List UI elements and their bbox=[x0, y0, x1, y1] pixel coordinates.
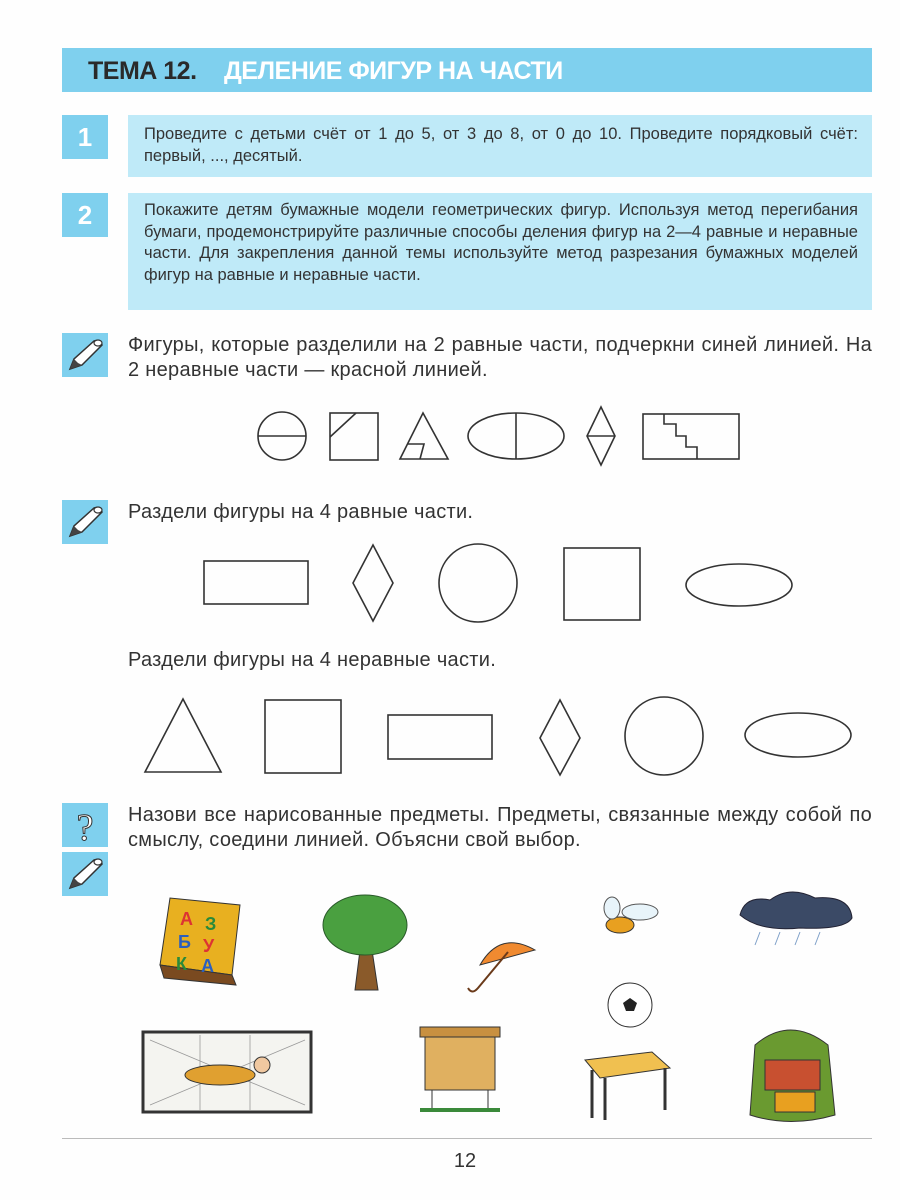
pencil-icon bbox=[62, 333, 108, 377]
topic-title: ДЕЛЕНИЕ ФИГУР НА ЧАСТИ bbox=[224, 57, 563, 85]
soccer-ball-picture bbox=[608, 983, 652, 1027]
teacher-task-2: Покажите детям бумажные модели геометрических фигур. Используя метод перегибания бумаги, продемонстрируйте различные способы деления фигур на 2—4 равные и неравные части. Для закрепления данной темы используйте метод разрезания бумажных моделей фигур на равные и неравные части. bbox=[128, 193, 872, 310]
topic-label: ТЕМА 12. bbox=[88, 57, 197, 85]
svg-text:Б: Б bbox=[178, 932, 191, 952]
square-shape bbox=[564, 548, 640, 620]
goal-with-goalkeeper-picture bbox=[143, 1032, 311, 1112]
rhombus-shape bbox=[353, 545, 393, 621]
square-shape bbox=[265, 700, 341, 773]
beehive-picture bbox=[420, 1027, 500, 1110]
pencil-icon bbox=[62, 852, 108, 896]
exercise-2-text: Раздели фигуры на 4 равные части. bbox=[128, 501, 474, 523]
rhombus-halved-shape bbox=[587, 407, 615, 465]
ellipse-shape bbox=[686, 564, 792, 606]
rectangle-shape bbox=[204, 561, 308, 604]
exercise-1-text: Фигуры, которые разделили на 2 равные части, подчеркни синей линией. На 2 неравные части — красной линией. bbox=[128, 334, 872, 381]
exercise-4-text: Назови все нарисованные предметы. Предметы, связанные между собой по смыслу, соедини линией. Объясни свой выбор. bbox=[128, 804, 872, 851]
backpack-picture bbox=[750, 1030, 835, 1122]
book-picture bbox=[160, 898, 240, 985]
svg-text:З: З bbox=[205, 914, 217, 934]
tree-picture bbox=[323, 895, 407, 990]
rhombus-shape bbox=[540, 700, 580, 775]
footer-divider bbox=[62, 1138, 872, 1139]
teacher-task-1: Проведите с детьми счёт от 1 до 5, от 3 до 8, от 0 до 10. Проведите порядковый счёт: первый, ..., десятый. bbox=[128, 115, 872, 177]
task-number-1: 1 bbox=[62, 115, 108, 159]
task-number-2: 2 bbox=[62, 193, 108, 237]
svg-text:А: А bbox=[180, 909, 193, 929]
circle-shape bbox=[625, 697, 703, 775]
triangle-with-part-shape bbox=[400, 413, 448, 459]
circle-halved-shape bbox=[258, 412, 306, 460]
circle-shape bbox=[439, 544, 517, 622]
svg-text:У: У bbox=[203, 936, 215, 956]
triangle-shape bbox=[145, 699, 221, 772]
square-corner-cut-shape bbox=[330, 413, 378, 460]
ellipse-halved-shape bbox=[468, 413, 564, 459]
page-number: 12 bbox=[453, 1150, 477, 1172]
rain-cloud-picture bbox=[740, 892, 852, 945]
rectangle-shape bbox=[388, 715, 492, 759]
bee-picture bbox=[604, 897, 658, 933]
svg-text:?: ? bbox=[76, 807, 94, 849]
pencil-icon bbox=[62, 500, 108, 544]
exercise-3-text: Раздели фигуры на 4 неравные части. bbox=[128, 649, 497, 671]
table-picture bbox=[585, 1052, 670, 1120]
svg-text:К: К bbox=[176, 954, 187, 974]
svg-text:А: А bbox=[201, 956, 214, 976]
rectangle-stepped-shape bbox=[643, 414, 739, 459]
umbrella-picture bbox=[468, 943, 535, 992]
question-icon bbox=[62, 803, 108, 849]
ellipse-shape bbox=[745, 713, 851, 757]
